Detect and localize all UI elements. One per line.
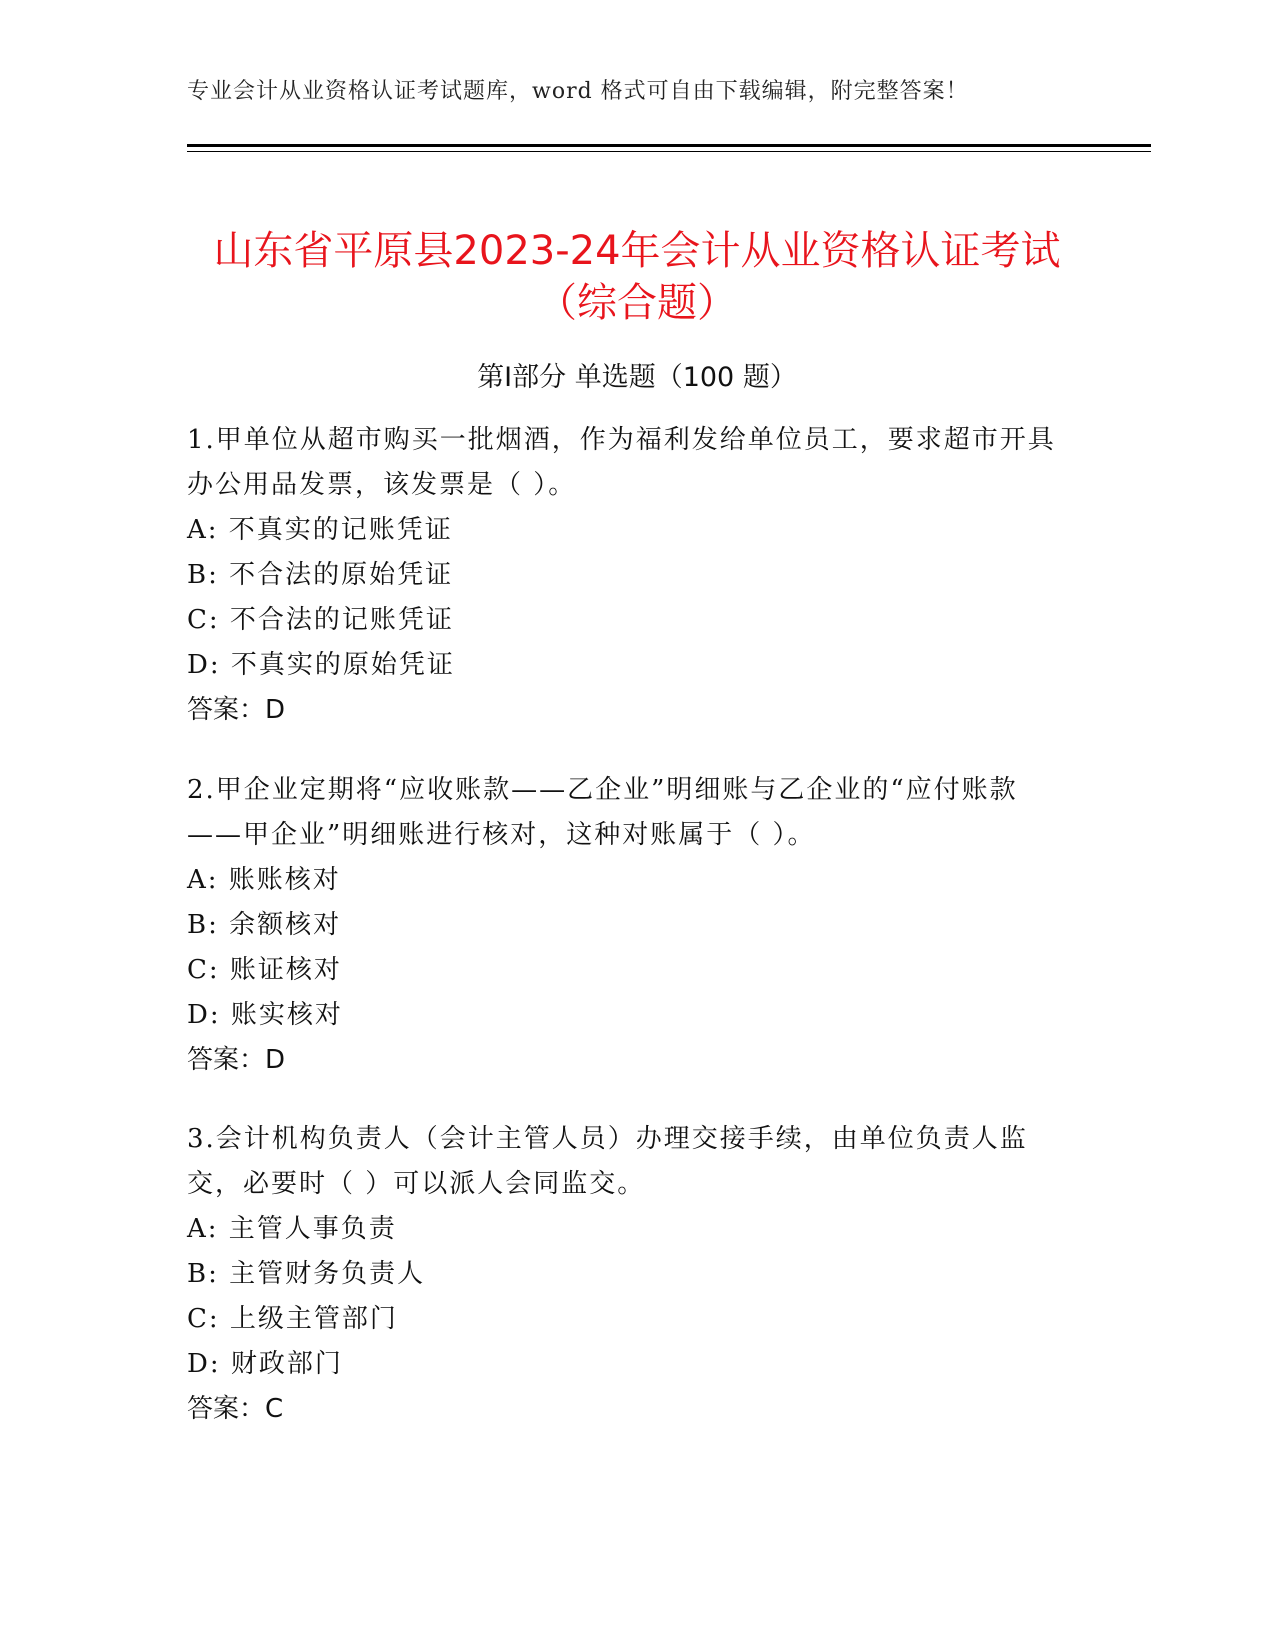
- option-a: A: 账账核对: [187, 865, 341, 895]
- question-stem: 2.甲企业定期将“应收账款——乙企业”明细账与乙企业的“应付账款——甲企业”明细账进行核对，这种对账属于（ ）。: [187, 775, 1018, 850]
- question-1: [187, 418, 1067, 733]
- header-rule-thick: [187, 144, 1151, 147]
- answer: 答案：D: [187, 695, 286, 725]
- answer: 答案：C: [187, 1394, 284, 1424]
- document-title: 山东省平原县2023-24年会计从业资格认证考试（综合题）: [213, 227, 1061, 326]
- question-2: [187, 768, 1067, 1083]
- option-c: C: 不合法的记账凭证: [187, 605, 454, 635]
- option-a: A: 不真实的记账凭证: [187, 515, 453, 545]
- option-c: C: 账证核对: [187, 955, 342, 985]
- answer: 答案：D: [187, 1045, 286, 1075]
- question-stem: 3.会计机构负责人（会计主管人员）办理交接手续，由单位负责人监交，必要时（ ）可以派人会同监交。: [187, 1124, 1028, 1199]
- option-a: A: 主管人事负责: [187, 1214, 397, 1244]
- option-b: B: 余额核对: [187, 910, 342, 940]
- option-d: D: 财政部门: [187, 1349, 343, 1379]
- section-title: 第Ⅰ部分 单选题（100 题）: [477, 362, 797, 393]
- option-d: D: 账实核对: [187, 1000, 343, 1030]
- header-note: 专业会计从业资格认证考试题库，word 格式可自由下载编辑，附完整答案！: [187, 79, 969, 104]
- question-3: [187, 1117, 1067, 1432]
- option-b: B: 主管财务负责人: [187, 1259, 426, 1289]
- question-stem: 1.甲单位从超市购买一批烟酒，作为福利发给单位员工，要求超市开具办公用品发票，该发票是（ ）。: [187, 425, 1056, 500]
- option-b: B: 不合法的原始凭证: [187, 560, 454, 590]
- header-rule-thin: [187, 151, 1151, 152]
- option-c: C: 上级主管部门: [187, 1304, 398, 1334]
- option-d: D: 不真实的原始凭证: [187, 650, 455, 680]
